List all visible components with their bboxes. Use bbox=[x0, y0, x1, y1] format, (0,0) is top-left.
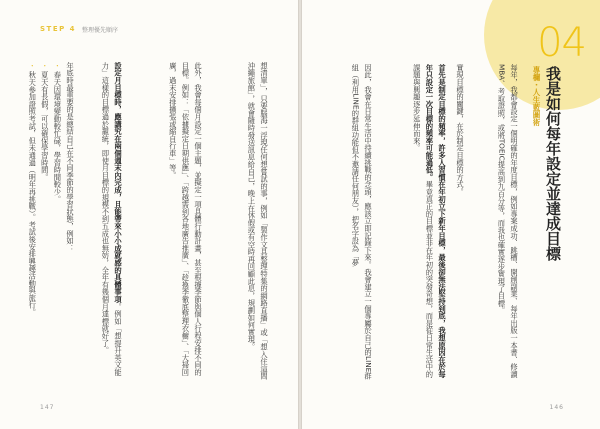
right-column-4 bbox=[326, 64, 374, 382]
chapter-header bbox=[40, 24, 118, 34]
list-item: ・秋天參加證照考試，但未通過（明年再挑戰）。考試後安排興趣活動與旅行。 bbox=[28, 62, 38, 316]
step-title: 整理優先順序 bbox=[82, 26, 119, 34]
monthly-goal-rest: 。例如「想提升英文能力」這樣的目標過於籠統，即使月目標的規模不到五成也無妨，全年有幾個月達標就好了。 bbox=[101, 62, 123, 376]
left-column-1 bbox=[210, 62, 270, 380]
year-end-summary: 年底時最重要的是總結自己在不同季節的學習狀態，例如： bbox=[66, 62, 75, 252]
chapter-number: 04 bbox=[537, 20, 586, 66]
step-label: STEP 4 bbox=[40, 25, 77, 33]
list-item: ・春天因環境變動較忙碌，學習時間較少。 bbox=[53, 62, 63, 203]
page-number-right: 146 bbox=[549, 404, 564, 411]
wishlist-paragraph: 想清單」，只要腦海一浮現任何想嘗試的事，例如「製作文具整理特集的網路直播」或「想入住這間沖繩旅館」，就會隨時發送訊息給自己，晚上在休假或有空時再回顧此息，規劃如何實現。 bbox=[247, 62, 269, 380]
left-column-4 bbox=[20, 62, 76, 380]
left-page bbox=[0, 0, 298, 429]
right-column-1 bbox=[470, 64, 520, 382]
monthly-goal-emphasis: 設定月目標時，應講究在兩個週末內完成，且能帶來小小成就感的具體事項 bbox=[114, 62, 123, 303]
page-number-left: 147 bbox=[40, 404, 55, 411]
line-group-paragraph: 因此，我會在日常生活中持續挑戰的念頭，應該立即記錄下來。我會建立一個專屬於自己的LINE群組（利用LINE的群組功能但不邀請任何朋友），把名字設為「夢 bbox=[351, 64, 373, 380]
intro-paragraph: 每年，我都會設定一個明確的年度目標，例如專案成功、跳槽、開創副業、每年出版一本書、修讀MBA、考取證照，或將TOEIC提高到九百分等，而我也確實逐步實現了目標。 bbox=[497, 64, 519, 378]
left-column-3 bbox=[80, 62, 124, 380]
monthly-theme-paragraph: 此外，我會每個月設定一個主題，並擬定一項具體行動計畫，甚至根據季節與個人行程安排不同的目標。例如：「依據擬定日期供應」、「跨越需到各地廣告推廣」、「趁換季徹底整理衣櫥」、「大掃回廣，過末安排擴張或縮自行車」等。 bbox=[168, 62, 203, 376]
right-column-2 bbox=[452, 64, 466, 382]
key-paragraph: 實現目標的關鍵，在於制定目標的方式。 bbox=[456, 64, 465, 196]
season-list bbox=[26, 62, 64, 380]
list-item: ・夏天有長假，可以確保學習時間。 bbox=[40, 62, 50, 181]
right-page bbox=[302, 0, 600, 429]
right-column-3 bbox=[378, 64, 448, 382]
chapter-subtitle: 專欄・人生藍圖術 bbox=[532, 66, 541, 126]
frequency-rest: 畢竟真正的目標並非在年初的突發奇想，而是從日常生活中的課題與興趣逐步延伸而來。 bbox=[412, 64, 435, 378]
left-column-2 bbox=[128, 62, 204, 380]
frequency-emphasis: 首先是制定目標的頻率，許多人習慣在年初立下新年目標，最後卻無法堅持到底，我想原因在於每年只設定一次目標的頻率可能過低。 bbox=[425, 64, 447, 378]
chapter-title: 我是如何每年設定並達成目標 bbox=[544, 66, 562, 261]
